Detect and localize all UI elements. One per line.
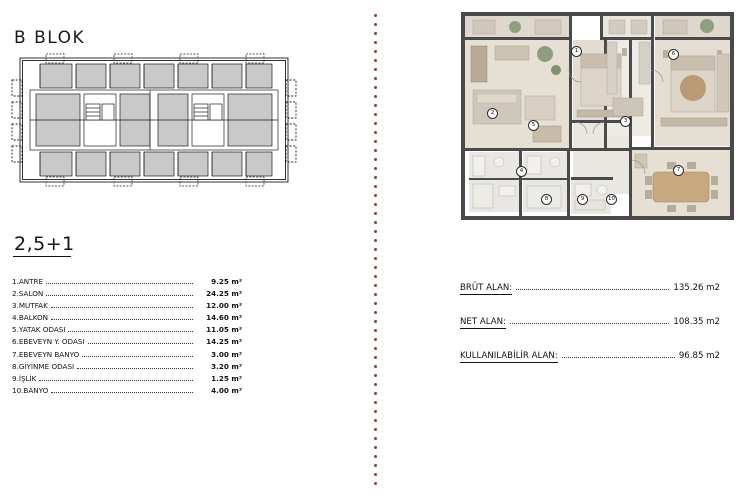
area-value: 108.35 m2	[673, 317, 720, 327]
furnished-floor-plan	[455, 10, 740, 225]
room-area: 3.20 m²	[211, 361, 242, 371]
leader-line	[68, 330, 193, 332]
plan-marker-4: 4	[516, 166, 527, 177]
divider-dot	[374, 32, 377, 35]
divider-dot	[374, 248, 377, 251]
divider-dot	[374, 113, 377, 116]
plan-marker-6: 6	[668, 49, 679, 60]
area-row	[460, 283, 720, 295]
divider-dot	[374, 266, 377, 269]
right-panel	[380, 0, 750, 500]
divider-dot	[374, 365, 377, 368]
leader-line	[562, 356, 675, 358]
room-area: 4.00 m²	[211, 385, 242, 395]
divider-dot	[374, 14, 377, 17]
area-row	[460, 317, 720, 329]
divider-dot	[374, 482, 377, 485]
divider-dot	[374, 302, 377, 305]
area-label: KULLANILABİLİR ALAN:	[460, 351, 558, 361]
list-item	[12, 302, 242, 310]
divider-dot	[374, 446, 377, 449]
divider-dot	[374, 410, 377, 413]
plan-marker-3: 3	[620, 116, 631, 127]
room-schedule-list	[12, 278, 242, 399]
list-item	[12, 326, 242, 334]
room-area: 11.05 m²	[206, 325, 242, 335]
block-title: B BLOK	[14, 28, 86, 48]
list-item	[12, 351, 242, 359]
divider-dot	[374, 311, 377, 314]
divider-dot	[374, 23, 377, 26]
divider-dot	[374, 338, 377, 341]
room-name: 4.BALKON	[12, 313, 49, 323]
divider-dot	[374, 185, 377, 188]
plan-marker-1: 1	[571, 46, 582, 57]
divider-dot	[374, 257, 377, 260]
divider-dot	[374, 473, 377, 476]
leader-line	[88, 342, 193, 344]
leader-line	[77, 367, 193, 369]
leader-line	[46, 282, 193, 284]
building-keyplan-diagram	[10, 50, 298, 190]
plan-marker-10: 10	[606, 194, 617, 205]
divider-dot	[374, 167, 377, 170]
leader-line	[51, 306, 193, 308]
list-item	[12, 338, 242, 346]
divider-dot	[374, 212, 377, 215]
divider-dot	[374, 437, 377, 440]
plan-marker-5: 5	[528, 120, 539, 131]
divider-dot	[374, 41, 377, 44]
divider-dot	[374, 158, 377, 161]
room-area: 1.25 m²	[211, 373, 242, 383]
room-name: 2.SALON	[12, 289, 44, 299]
area-value: 135.26 m2	[673, 283, 720, 293]
room-area: 14.60 m²	[206, 313, 242, 323]
leader-line	[510, 322, 669, 324]
divider-dot	[374, 203, 377, 206]
divider-dot	[374, 95, 377, 98]
room-name: 3.MUTFAK	[12, 301, 48, 311]
plan-marker-7: 7	[673, 165, 684, 176]
divider-dot	[374, 320, 377, 323]
divider-dot	[374, 455, 377, 458]
divider-dot	[374, 383, 377, 386]
room-name: 10.BANYO	[12, 385, 49, 395]
divider-dot	[374, 428, 377, 431]
divider-dot	[374, 392, 377, 395]
divider-dot	[374, 239, 377, 242]
divider-dot	[374, 104, 377, 107]
area-label: NET ALAN:	[460, 317, 506, 327]
room-name: 5.YATAK ODASI	[12, 325, 66, 335]
area-label: BRÜT ALAN:	[460, 283, 513, 293]
divider-dot	[374, 176, 377, 179]
room-area: 12.00 m²	[206, 301, 242, 311]
divider-dot	[374, 347, 377, 350]
list-item	[12, 314, 242, 322]
apartment-type-label: 2,5+1	[14, 233, 75, 255]
divider-dot	[374, 86, 377, 89]
type-label-underline	[13, 256, 71, 257]
divider-dot	[374, 230, 377, 233]
list-item	[12, 278, 242, 286]
plan-marker-2: 2	[487, 108, 498, 119]
plan-marker-9: 9	[577, 194, 588, 205]
divider-dot	[374, 122, 377, 125]
room-area: 9.25 m²	[211, 277, 242, 286]
area-row	[460, 351, 720, 363]
leader-line	[516, 288, 669, 290]
room-name: 9.İŞLİK	[12, 373, 37, 383]
divider-dot	[374, 464, 377, 467]
left-panel	[0, 0, 370, 500]
divider-dot	[374, 275, 377, 278]
room-name: 7.EBEVEYN BANYO	[12, 349, 80, 359]
divider-dot	[374, 59, 377, 62]
leader-line	[46, 294, 193, 296]
area-summary-list	[460, 283, 720, 385]
divider-dot	[374, 401, 377, 404]
room-area: 14.25 m²	[206, 337, 242, 347]
dotted-divider	[374, 14, 377, 486]
list-item	[12, 387, 242, 395]
divider-dot	[374, 140, 377, 143]
list-item	[12, 290, 242, 298]
leader-line	[39, 379, 193, 381]
room-name: 1.ANTRE	[12, 277, 44, 286]
divider-dot	[374, 356, 377, 359]
divider-dot	[374, 131, 377, 134]
area-value: 96.85 m2	[678, 351, 720, 361]
divider-dot	[374, 77, 377, 80]
divider-dot	[374, 329, 377, 332]
room-name: 8.GİYİNME ODASI	[12, 361, 75, 371]
divider-dot	[374, 149, 377, 152]
divider-dot	[374, 194, 377, 197]
leader-line	[82, 355, 193, 357]
list-item	[12, 375, 242, 383]
room-name: 6.EBEVEYN Y. ODASI	[12, 337, 85, 347]
leader-line	[51, 391, 193, 393]
leader-line	[51, 318, 193, 320]
divider-dot	[374, 293, 377, 296]
divider-dot	[374, 419, 377, 422]
floor-plan-drawing	[455, 10, 740, 225]
room-area: 24.25 m²	[206, 289, 242, 299]
divider-dot	[374, 374, 377, 377]
divider-dot	[374, 284, 377, 287]
plan-marker-8: 8	[541, 194, 552, 205]
divider-dot	[374, 50, 377, 53]
list-item	[12, 363, 242, 371]
divider-dot	[374, 68, 377, 71]
divider-dot	[374, 221, 377, 224]
room-area: 3.00 m²	[211, 349, 242, 359]
